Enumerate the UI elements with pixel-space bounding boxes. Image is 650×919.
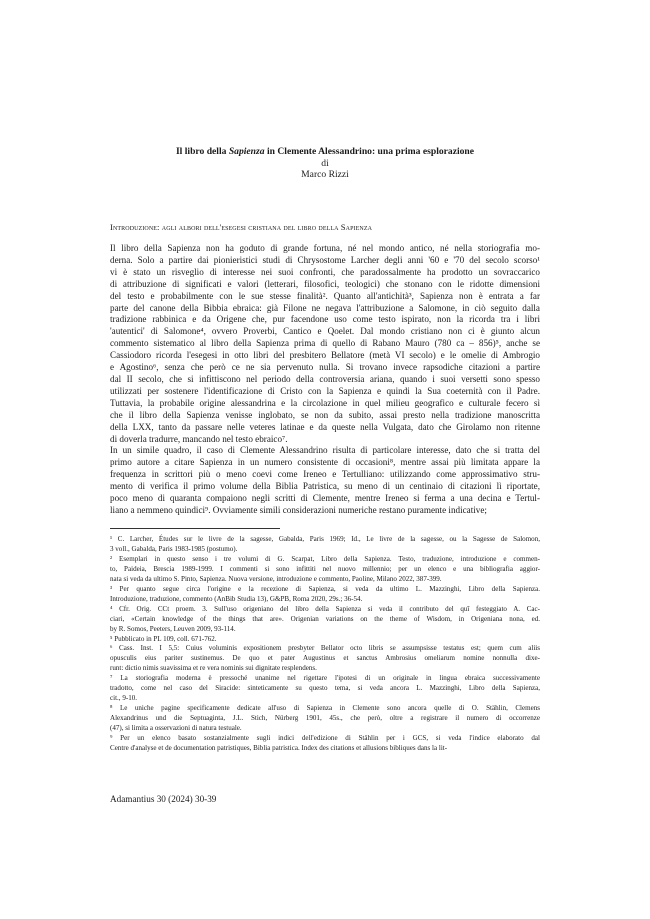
body-line: Cassiodoro ricorda l'esegesi in otto libri del presbitero Bellatore (metà VI secolo) e le omelie di Ambrogio [110, 350, 540, 361]
body-line: In un simile quadro, il caso di Clemente Alessandrino risulta di particolare interesse, dato che si tratta del [110, 445, 540, 456]
footnote-line: Introduzione, traduzione, commento (AnBib Studia 13), G&PB, Roma 2020, 29s.; 36-54. [110, 594, 363, 603]
footnote-line: nata si veda da ultimo S. Pinto, Sapienza. Nuova versione, introduzione e commento, Paoline, Milano 2022, 387-399. [110, 574, 442, 583]
footnote-line: ⁸ Le uniche pagine specificamente dedicate all'uso di Sapienza in Clemente sono ancora quelle di O. Stählin, Clemens [110, 704, 540, 713]
body-line: dal II secolo, che si infittiscono nel periodo della controversia ariana, quando i suoi versetti sono spesso [110, 373, 540, 384]
body-line: di attribuzione di significati e valori (letterari, filosofici, teologici) che stonano con le ridotte dimensioni [110, 278, 540, 289]
footnote-line: cit., 9-10. [110, 694, 138, 703]
author-name: Marco Rizzi [301, 169, 349, 180]
body-line: di doverla tradurre, mancando nel testo ebraico⁷. [110, 433, 288, 444]
body-line: Tuttavia, la probabile origine alessandrina e la circolazione in quel milieu geografico e culturale fecero sì [110, 397, 540, 408]
page-footer: Adamantius 30 (2024) 30-39 [110, 794, 217, 804]
footnote-line: ⁹ Per un elenco basato sostanzialmente sugli indici dell'edizione di Stählin per i GCS, si veda l'indice elaborato dal [110, 734, 540, 743]
body-line: utilizzati per sostenere l'identificazione di Cristo con la Sapienza e quindi la Sua coeternità con il Padre. [110, 385, 540, 396]
body-line: liano a nemmeno quindici⁹. Ovviamente simili considerazioni numeriche restano puramente indicative; [110, 504, 487, 515]
footnote-line: ⁴ Cfr. Orig. CCt proem. 3. Sull'uso origeniano del libro della Sapienza si veda il contributo del quī festeggiato A. Cac- [110, 604, 540, 613]
body-line: frequenza in scrittori più o meno coevi come Ireneo e Tertulliano: utilizzando come approssimativo stru- [110, 469, 540, 480]
footnote-line: tradotto, come nel caso del Siracide: sinteticamente su questo tema, si veda ancora L. Mazzinghi, Libro della Sapienza, [110, 684, 540, 693]
body-line: che il libro della Sapienza venisse inglobato, se non da subito, assai presto nella tradizione manoscritta [110, 409, 540, 420]
footnote-line: ciari, «Certain knowledge of the things that are». Origenian variations on the theme of Wisdom, in Origeniana nona, ed. [110, 614, 540, 623]
footnotes [110, 535, 540, 754]
article-title: Il libro della Sapienza in Clemente Alessandrino: una prima esplorazione [175, 146, 475, 157]
footnote-line: runt: dictio nimis suavissima et re vera nominis sui dignitate resplendens. [110, 664, 317, 673]
body-line: 'autentici' di Salomone⁴, ovvero Proverbi, Cantico e Qoelet. Dal mondo cristiano non ci è giunto alcun [110, 326, 540, 337]
body-line: mento di verifica il primo volume della Biblia Patristica, su meno di un centinaio di citazioni lì riportate, [110, 481, 540, 492]
body-line: poco meno di quaranta compaiono negli scritti di Clemente, mentre Ireneo si ferma a una decina e Tertul- [110, 493, 540, 504]
footnote-line: ⁷ La storiografia moderna è pressoché unanime nel rigettare l'ipotesi di un originale in lingua ebraica successivamente [110, 674, 540, 683]
footnote-line: to, Paideia, Brescia 1989-1999. I commenti si sono infittiti nel nuovo millennio; per un elenco e una bibliografia aggior- [110, 564, 540, 573]
footnote-line: ⁶ Cass. Inst. I 5,5: Cuius voluminis expositionem presbyter Bellator octo libris se assumpsisse testatus est; quem cum aliis [110, 644, 540, 653]
footnote-line: ² Esemplari in questo senso i tre volumi di G. Scarpat, Libro della Sapienza. Testo, traduzione, introduzione e commen- [110, 554, 540, 563]
body-line: tradizione rabbinica e da Origene che, pur facendone uso come testo ispirato, non la ricorda tra i libri [110, 314, 540, 325]
body-line: primo autore a citare Sapienza in un numero consistente di occasioni⁸, mentre assai più limitata appare la [110, 457, 540, 468]
body-line: parte del canone della Bibbia ebraica: già Filone ne negava l'attribuzione a Salomone, in ciò seguito dalla [110, 302, 540, 313]
footnote-rule [110, 528, 280, 529]
body-line: commento sistematico al libro della Sapienza prima di quello di Rabano Mauro (780 ca – 856)⁵, anche se [110, 338, 540, 349]
body-text [110, 243, 540, 517]
section-heading: Introduzione: agli albori dell'esegesi cristiana del libro della Sapienza [110, 222, 373, 232]
footnote-line: Centre d'analyse et de documentation patristiques, Biblia patristica. Index des citations et allusions bibliques dans la lit- [110, 744, 448, 753]
footnote-line: Alexandrinus und die Septuaginta, J.L. Stich, Nürberg 1901, 45s., che però, oltre a registrare il numero di occorrenze [110, 714, 540, 723]
footnote-line: by R. Somos, Peeters, Leuven 2009, 93-114. [110, 624, 236, 633]
body-line: e Agostino⁶, senza che però ce ne sia pervenuto nulla. Si trovano invece rapsodiche citazioni a partire [110, 362, 540, 373]
footnote-line: ¹ C. Larcher, Études sur le livre de la sagesse, Gabalda, Paris 1969; Id., Le livre de la sagesse, ou la Sagesse de Salomon, [110, 535, 540, 543]
footnote-line: opusculis eius pariter sustinemus. De quo et pater Augustinus et sanctus Ambrosius omeliarum nomine nonnulla dixe- [110, 654, 540, 663]
footnote-line: ⁵ Pubblicato in PL 109, coll. 671-762. [110, 634, 217, 643]
body-line: del testo e probabilmente con le sue stesse finalità². Quanto all'antichità³, Sapienza non è entrata a far [110, 290, 540, 301]
body-line: derna. Solo a partire dai pionieristici studi di Chrysostome Larcher degli anni '60 e '70 del secolo scorso¹ [110, 254, 540, 265]
footnote-line: ³ Per quanto segue circa l'origine e la recezione di Sapienza, si veda da ultimo L. Mazzinghi, Libro della Sapienza. [110, 584, 540, 593]
title-block [110, 146, 540, 181]
footnote-line: 3 voll., Gabalda, Paris 1983-1985 (postumo). [110, 544, 238, 553]
body-line: della LXX, tanto da passare nelle veteres latinae e da queste nella Vulgata, dato che Girolamo non ritenne [110, 421, 540, 432]
footnote-line: (47), si limita a osservazioni di natura testuale. [110, 724, 242, 733]
body-line: vi è stato un risveglio di interesse nei suoi confronti, che paradossalmente ha prodotto un sovraccarico [110, 266, 540, 277]
byline-di: di [321, 157, 329, 169]
body-line: Il libro della Sapienza non ha goduto di grande fortuna, né nel mondo antico, né nella storiografia mo- [110, 243, 540, 253]
